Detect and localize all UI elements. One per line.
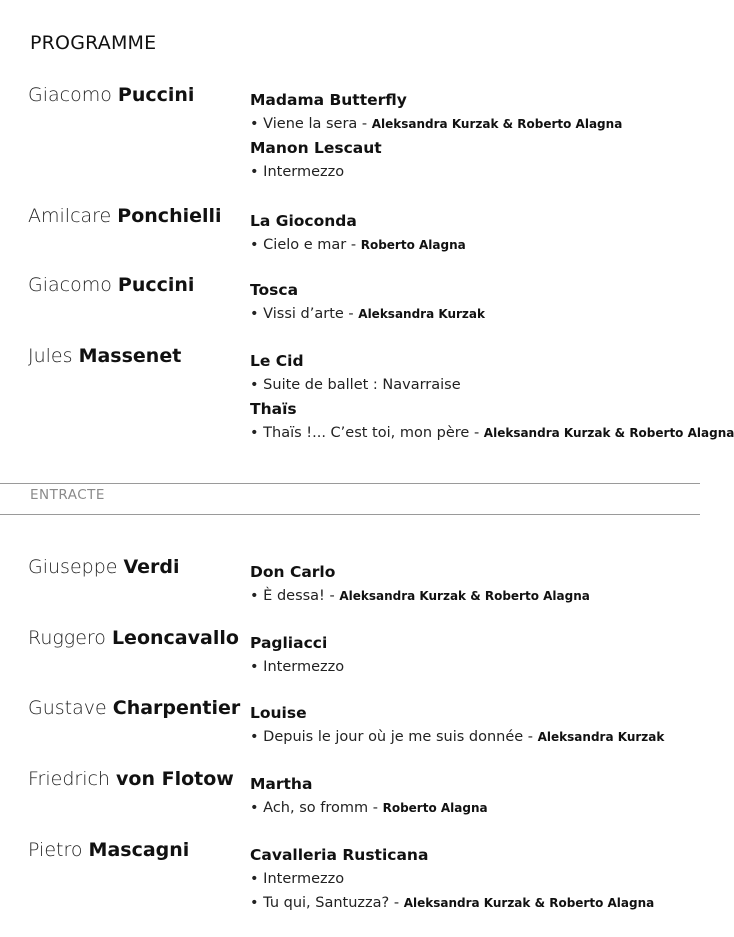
composer-first-name: Giacomo (28, 84, 112, 106)
bullet-icon: • (250, 659, 259, 675)
performer-separator: - (343, 306, 359, 322)
bullet-icon: • (250, 800, 259, 816)
performer-separator: - (389, 895, 404, 911)
work-title: Don Carlo (250, 563, 336, 581)
performer-separator: - (324, 588, 340, 604)
programme-title: PROGRAMME (30, 32, 157, 54)
bullet-icon: • (250, 164, 259, 180)
piece-name: Depuis le jour où je me suis donnée (263, 729, 524, 745)
composer-first-name: Giacomo (28, 274, 112, 296)
composer-first-name: Amilcare (28, 205, 112, 227)
piece-name: Viene la sera (263, 116, 358, 132)
piece-item (250, 373, 710, 397)
composer-name (28, 768, 234, 790)
entracte-label: ENTRACTE (30, 487, 105, 503)
divider-bottom (0, 514, 700, 515)
piece-name: Suite de ballet : Navarraise (263, 377, 461, 393)
composer-name (28, 556, 180, 578)
performers: Aleksandra Kurzak (358, 307, 485, 321)
composer-last-name: Massenet (78, 345, 182, 367)
piece-item (250, 112, 710, 136)
performers: Roberto Alagna (360, 238, 466, 252)
composer-last-name: Charpentier (112, 697, 241, 719)
composer-name (28, 839, 189, 861)
performers: Aleksandra Kurzak & Roberto Alagna (403, 896, 655, 910)
piece-name: Vissi d’arte (263, 306, 344, 322)
bullet-icon: • (250, 116, 259, 132)
bullet-icon: • (250, 895, 259, 911)
composer-last-name: von Flotow (116, 768, 234, 790)
composer-last-name: Ponchielli (117, 205, 222, 227)
piece-name: Tu qui, Santuzza? (263, 895, 390, 911)
composer-name (28, 274, 194, 296)
composer-last-name: Leoncavallo (111, 627, 239, 649)
piece-item (250, 725, 710, 749)
piece-item (250, 867, 710, 891)
composer-last-name: Mascagni (88, 839, 190, 861)
works-list (250, 631, 710, 679)
works-list (250, 349, 734, 445)
performer-separator: - (357, 116, 372, 132)
performer-separator: - (469, 425, 484, 441)
composer-name (28, 697, 240, 719)
work-title: Louise (250, 704, 307, 722)
work-title: Martha (250, 775, 313, 793)
piece-item (250, 655, 710, 679)
bullet-icon: • (250, 425, 259, 441)
work-title: Manon Lescaut (250, 139, 382, 157)
piece-item (250, 421, 734, 445)
work-title: La Gioconda (250, 212, 357, 230)
works-list (250, 843, 710, 915)
composer-first-name: Giuseppe (28, 556, 118, 578)
works-list (250, 278, 710, 326)
piece-name: Thaïs !... C’est toi, mon père (263, 425, 470, 441)
piece-item (250, 302, 710, 326)
work-title: Le Cid (250, 352, 304, 370)
composer-last-name: Puccini (117, 84, 195, 106)
performer-separator: - (523, 729, 538, 745)
performers: Roberto Alagna (382, 801, 488, 815)
performers: Aleksandra Kurzak & Roberto Alagna (483, 426, 734, 440)
composer-first-name: Jules (28, 345, 73, 367)
composer-name (28, 345, 181, 367)
composer-name (28, 205, 222, 227)
bullet-icon: • (250, 729, 259, 745)
piece-name: Cielo e mar (263, 237, 347, 253)
composer-last-name: Verdi (123, 556, 180, 578)
performer-separator: - (368, 800, 383, 816)
piece-name: Intermezzo (263, 871, 345, 887)
works-list (250, 772, 710, 820)
piece-name: Ach, so fromm (263, 800, 369, 816)
piece-item (250, 233, 710, 257)
piece-name: Intermezzo (263, 164, 345, 180)
composer-first-name: Pietro (28, 839, 83, 861)
performers: Aleksandra Kurzak & Roberto Alagna (339, 589, 590, 603)
piece-item (250, 891, 710, 915)
divider-top (0, 483, 700, 484)
works-list (250, 560, 710, 608)
bullet-icon: • (250, 588, 259, 604)
works-list (250, 88, 710, 184)
piece-name: È dessa! (263, 588, 325, 604)
piece-name: Intermezzo (263, 659, 345, 675)
bullet-icon: • (250, 871, 259, 887)
work-title: Thaïs (250, 400, 297, 418)
performers: Aleksandra Kurzak (537, 730, 665, 744)
composer-first-name: Friedrich (28, 768, 110, 790)
works-list (250, 701, 710, 749)
piece-item (250, 796, 710, 820)
work-title: Cavalleria Rusticana (250, 846, 429, 864)
bullet-icon: • (250, 237, 259, 253)
bullet-icon: • (250, 306, 259, 322)
composer-first-name: Ruggero (28, 627, 106, 649)
piece-item (250, 584, 710, 608)
composer-first-name: Gustave (28, 697, 107, 719)
works-list (250, 209, 710, 257)
composer-last-name: Puccini (117, 274, 195, 296)
work-title: Pagliacci (250, 634, 328, 652)
work-title: Tosca (250, 281, 299, 299)
bullet-icon: • (250, 377, 259, 393)
work-title: Madama Butterfly (250, 91, 407, 109)
composer-name (28, 627, 239, 649)
composer-name (28, 84, 194, 106)
performers: Aleksandra Kurzak & Roberto Alagna (371, 117, 623, 131)
performer-separator: - (346, 237, 361, 253)
piece-item (250, 160, 710, 184)
